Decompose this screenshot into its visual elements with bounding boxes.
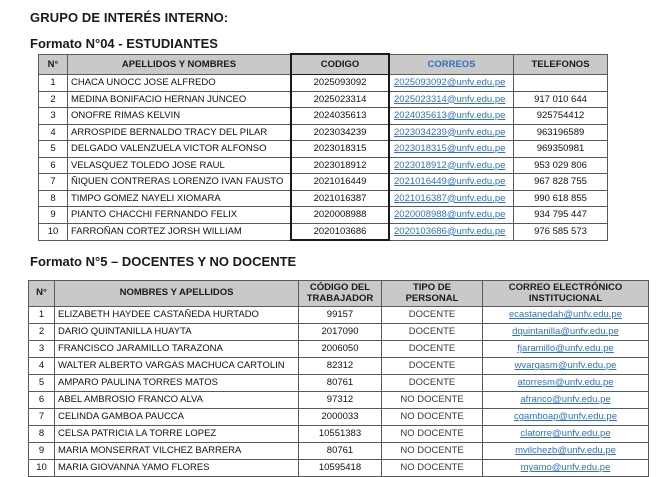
header-institutional-email xyxy=(483,281,649,307)
student-code: 2023018315 xyxy=(291,141,389,158)
student-code: 2021016449 xyxy=(291,174,389,191)
staff-email-link[interactable]: cgamboap@unfv.edu.pe xyxy=(483,409,649,426)
students-table xyxy=(38,53,608,241)
staff-email-link[interactable]: clatorre@unfv.edu.pe xyxy=(483,426,649,443)
staff-email-link[interactable]: dquintanilla@unfv.edu.pe xyxy=(483,324,649,341)
staff-type: DOCENTE xyxy=(382,341,483,358)
student-code: 2025023314 xyxy=(291,91,389,108)
row-number: 3 xyxy=(39,108,68,125)
staff-email-link[interactable]: fjaramillo@unfv.edu.pe xyxy=(483,341,649,358)
header-number: N° xyxy=(29,281,55,307)
row-number: 2 xyxy=(39,91,68,108)
header-name: NOMBRES Y APELLIDOS xyxy=(55,281,299,307)
student-phone: 925754412 xyxy=(514,108,608,125)
student-name: CHACA UNOCC JOSE ALFREDO xyxy=(68,75,292,92)
student-code: 2020008988 xyxy=(291,207,389,224)
student-phone: 963196589 xyxy=(514,124,608,141)
worker-code: 2006050 xyxy=(299,341,382,358)
staff-name: MARIA GIOVANNA YAMO FLORES xyxy=(55,460,299,477)
staff-email-link[interactable]: myamo@unfv.edu.pe xyxy=(483,460,649,477)
staff-type: DOCENTE xyxy=(382,324,483,341)
student-phone: 990 618 855 xyxy=(514,190,608,207)
row-number: 1 xyxy=(39,75,68,92)
row-number: 2 xyxy=(29,324,55,341)
staff-row xyxy=(29,307,649,324)
student-name: VELASQUEZ TOLEDO JOSE RAUL xyxy=(68,157,292,174)
header-worker-code xyxy=(299,281,382,307)
staff-table-title: Formato N°5 – DOCENTES Y NO DOCENTE xyxy=(30,254,297,269)
student-email-link[interactable]: 2023034239@unfv.edu.pe xyxy=(389,124,514,141)
students-table-title: Formato N°04 - ESTUDIANTES xyxy=(30,36,218,51)
row-number: 4 xyxy=(39,124,68,141)
student-row xyxy=(39,223,608,240)
staff-type: NO DOCENTE xyxy=(382,409,483,426)
row-number: 8 xyxy=(29,426,55,443)
header-code: CODIGO xyxy=(291,54,389,75)
student-name: PIANTO CHACCHI FERNANDO FELIX xyxy=(68,207,292,224)
header-number: N° xyxy=(39,54,68,75)
staff-name: AMPARO PAULINA TORRES MATOS xyxy=(55,375,299,392)
row-number: 7 xyxy=(39,174,68,191)
student-email-link[interactable]: 2025023314@unfv.edu.pe xyxy=(389,91,514,108)
worker-code: 2017090 xyxy=(299,324,382,341)
staff-type: NO DOCENTE xyxy=(382,392,483,409)
row-number: 9 xyxy=(39,207,68,224)
row-number: 5 xyxy=(39,141,68,158)
student-name: ONOFRE RIMAS KELVIN xyxy=(68,108,292,125)
student-email-link[interactable]: 2023018912@unfv.edu.pe xyxy=(389,157,514,174)
header-line: INSTITUCIONAL xyxy=(528,292,603,304)
row-number: 9 xyxy=(29,443,55,460)
staff-type: NO DOCENTE xyxy=(382,426,483,443)
staff-row xyxy=(29,324,649,341)
student-code: 2025093092 xyxy=(291,75,389,92)
header-line: TIPO DE xyxy=(412,282,451,294)
staff-row xyxy=(29,341,649,358)
student-row xyxy=(39,207,608,224)
student-phone: 976 585 573 xyxy=(514,223,608,240)
student-phone: 953 029 806 xyxy=(514,157,608,174)
worker-code: 80761 xyxy=(299,443,382,460)
staff-email-link[interactable]: mvilchezb@unfv.edu.pe xyxy=(483,443,649,460)
staff-row xyxy=(29,443,649,460)
worker-code: 97312 xyxy=(299,392,382,409)
row-number: 1 xyxy=(29,307,55,324)
worker-code: 10595418 xyxy=(299,460,382,477)
row-number: 10 xyxy=(39,223,68,240)
student-row xyxy=(39,157,608,174)
header-line: CÓDIGO DEL xyxy=(309,282,371,294)
staff-name: MARIA MONSERRAT VILCHEZ BARRERA xyxy=(55,443,299,460)
student-name: TIMPO GOMEZ NAYELI XIOMARA xyxy=(68,190,292,207)
staff-name: ABEL AMBROSIO FRANCO ALVA xyxy=(55,392,299,409)
staff-type: NO DOCENTE xyxy=(382,460,483,477)
staff-name: CELINDA GAMBOA PAUCCA xyxy=(55,409,299,426)
student-email-link[interactable]: 2023018315@unfv.edu.pe xyxy=(389,141,514,158)
student-code: 2023018912 xyxy=(291,157,389,174)
header-line: TRABAJADOR xyxy=(306,292,374,304)
student-row xyxy=(39,124,608,141)
header-line: CORREO ELECTRÓNICO xyxy=(508,282,623,294)
row-number: 8 xyxy=(39,190,68,207)
students-header-row xyxy=(39,54,608,75)
student-phone: 917 010 644 xyxy=(514,91,608,108)
worker-code: 10551383 xyxy=(299,426,382,443)
header-line: PERSONAL xyxy=(405,292,459,304)
staff-name: FRANCISCO JARAMILLO TARAZONA xyxy=(55,341,299,358)
student-row xyxy=(39,141,608,158)
staff-row xyxy=(29,460,649,477)
staff-name: DARIO QUINTANILLA HUAYTA xyxy=(55,324,299,341)
student-email-link[interactable]: 2021016449@unfv.edu.pe xyxy=(389,174,514,191)
staff-email-link[interactable]: atorresm@unfv.edu.pe xyxy=(483,375,649,392)
row-number: 5 xyxy=(29,375,55,392)
staff-email-link[interactable]: afranco@unfv.edu.pe xyxy=(483,392,649,409)
student-name: ÑIQUEN CONTRERAS LORENZO IVAN FAUSTO xyxy=(68,174,292,191)
student-email-link[interactable]: 2021016387@unfv.edu.pe xyxy=(389,190,514,207)
worker-code: 2000033 xyxy=(299,409,382,426)
staff-name: CELSA PATRICIA LA TORRE LOPEZ xyxy=(55,426,299,443)
header-staff-type xyxy=(382,281,483,307)
student-code: 2020103686 xyxy=(291,223,389,240)
staff-name: WALTER ALBERTO VARGAS MACHUCA CARTOLIN xyxy=(55,358,299,375)
student-phone xyxy=(514,75,608,92)
staff-type: NO DOCENTE xyxy=(382,443,483,460)
student-phone: 967 828 755 xyxy=(514,174,608,191)
row-number: 4 xyxy=(29,358,55,375)
student-phone: 934 795 447 xyxy=(514,207,608,224)
student-phone: 969350981 xyxy=(514,141,608,158)
header-phone: TELEFONOS xyxy=(514,54,608,75)
student-row xyxy=(39,174,608,191)
student-code: 2021016387 xyxy=(291,190,389,207)
staff-email-link[interactable]: ecastanedah@unfv.edu.pe xyxy=(483,307,649,324)
row-number: 7 xyxy=(29,409,55,426)
worker-code: 82312 xyxy=(299,358,382,375)
row-number: 6 xyxy=(39,157,68,174)
staff-name: ELIZABETH HAYDEE CASTAÑEDA HURTADO xyxy=(55,307,299,324)
student-name: FARROÑAN CORTEZ JORSH WILLIAM xyxy=(68,223,292,240)
worker-code: 99157 xyxy=(299,307,382,324)
student-row xyxy=(39,75,608,92)
staff-row xyxy=(29,392,649,409)
header-email: CORREOS xyxy=(389,54,514,75)
student-email-link[interactable]: 2024035613@unfv.edu.pe xyxy=(389,108,514,125)
student-email-link[interactable]: 2020008988@unfv.edu.pe xyxy=(389,207,514,224)
staff-table xyxy=(28,280,649,477)
staff-row xyxy=(29,426,649,443)
student-name: DELGADO VALENZUELA VICTOR ALFONSO xyxy=(68,141,292,158)
row-number: 6 xyxy=(29,392,55,409)
staff-row xyxy=(29,375,649,392)
staff-email-link[interactable]: wvargasm@unfv.edu.pe xyxy=(483,358,649,375)
staff-type: DOCENTE xyxy=(382,375,483,392)
staff-type: DOCENTE xyxy=(382,358,483,375)
student-email-link[interactable]: 2025093092@unfv.edu.pe xyxy=(389,75,514,92)
row-number: 10 xyxy=(29,460,55,477)
worker-code: 80761 xyxy=(299,375,382,392)
row-number: 3 xyxy=(29,341,55,358)
student-name: MEDINA BONIFACIO HERNAN JUNCEO xyxy=(68,91,292,108)
header-name: APELLIDOS Y NOMBRES xyxy=(68,54,292,75)
section-heading: GRUPO DE INTERÉS INTERNO: xyxy=(30,10,229,25)
staff-type: DOCENTE xyxy=(382,307,483,324)
staff-row xyxy=(29,409,649,426)
student-name: ARROSPIDE BERNALDO TRACY DEL PILAR xyxy=(68,124,292,141)
student-code: 2024035613 xyxy=(291,108,389,125)
staff-header-row xyxy=(29,281,649,307)
staff-row xyxy=(29,358,649,375)
student-row xyxy=(39,190,608,207)
student-row xyxy=(39,108,608,125)
student-code: 2023034239 xyxy=(291,124,389,141)
student-row xyxy=(39,91,608,108)
student-email-link[interactable]: 2020103686@unfv.edu.pe xyxy=(389,223,514,240)
